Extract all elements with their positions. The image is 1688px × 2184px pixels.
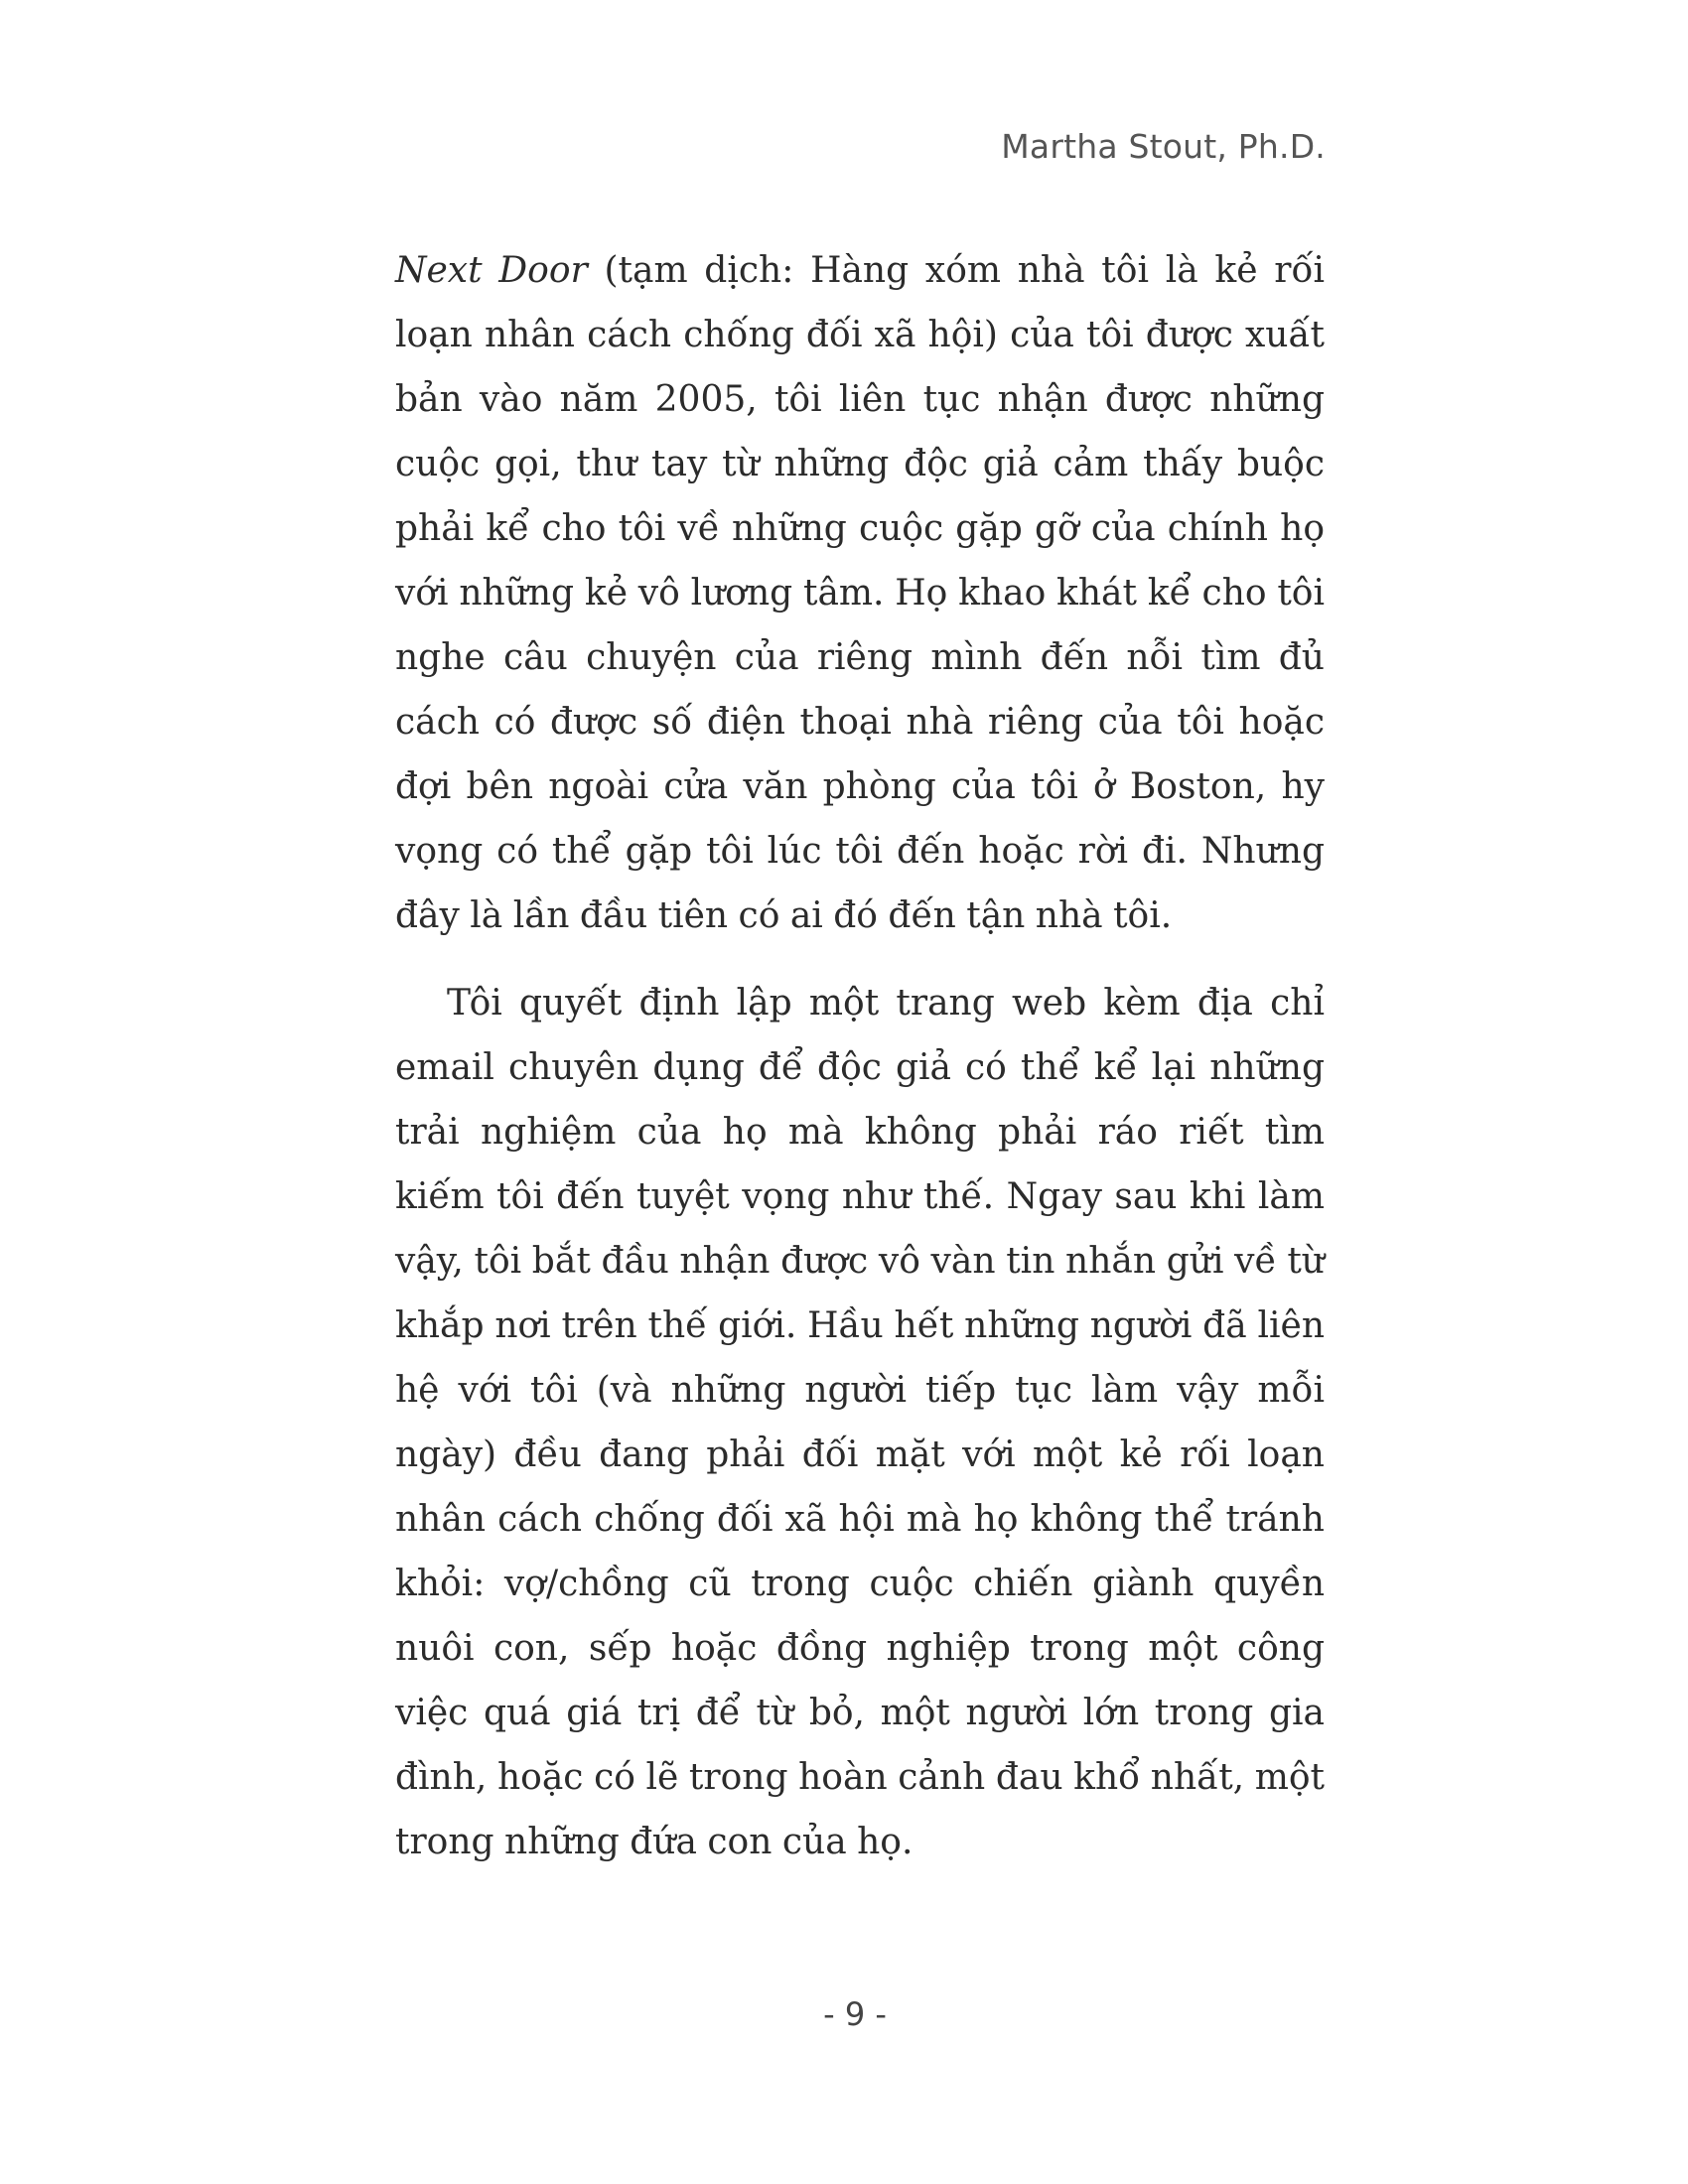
- page-number: - 9 -: [823, 1995, 887, 2033]
- book-title-italic: Next Door: [395, 250, 588, 291]
- body-text: [395, 238, 1325, 1874]
- running-header-author: Martha Stout, Ph.D.: [1001, 127, 1326, 166]
- paragraph-1-text: (tạm dịch: Hàng xóm nhà tôi là kẻ rối loạn nhân cách chống đối xã hội) của tôi được xuất bản vào năm 2005, tôi liên tục nhận được những cuộc gọi, thư tay từ những độc giả cảm thấy buộc phải kể cho tôi về những cuộc gặp gỡ của chính họ với những kẻ vô lương tâm. Họ khao khát kể cho tôi nghe câu chuyện của riêng mình đến nỗi tìm đủ cách có được số điện thoại nhà riêng của tôi hoặc đợi bên ngoài cửa văn phòng của tôi ở Boston, hy vọng có thể gặp tôi lúc tôi đến hoặc rời đi. Nhưng đây là lần đầu tiên có ai đó đến tận nhà tôi.: [395, 250, 1325, 936]
- paragraph-2-text: Tôi quyết định lập một trang web kèm địa chỉ email chuyên dụng để độc giả có thể kể lại những trải nghiệm của họ mà không phải ráo riết tìm kiếm tôi đến tuyệt vọng như thế. Ngay sau khi làm vậy, tôi bắt đầu nhận được vô vàn tin nhắn gửi về từ khắp nơi trên thế giới. Hầu hết những người đã liên hệ với tôi (và những người tiếp tục làm vậy mỗi ngày) đều đang phải đối mặt với một kẻ rối loạn nhân cách chống đối xã hội mà họ không thể tránh khỏi: vợ/chồng cũ trong cuộc chiến giành quyền nuôi con, sếp hoặc đồng nghiệp trong một công việc quá giá trị để từ bỏ, một người lớn trong gia đình, hoặc có lẽ trong hoàn cảnh đau khổ nhất, một trong những đứa con của họ.: [395, 983, 1325, 1862]
- paragraph-2: [395, 971, 1325, 1874]
- paragraph-1: [395, 238, 1325, 948]
